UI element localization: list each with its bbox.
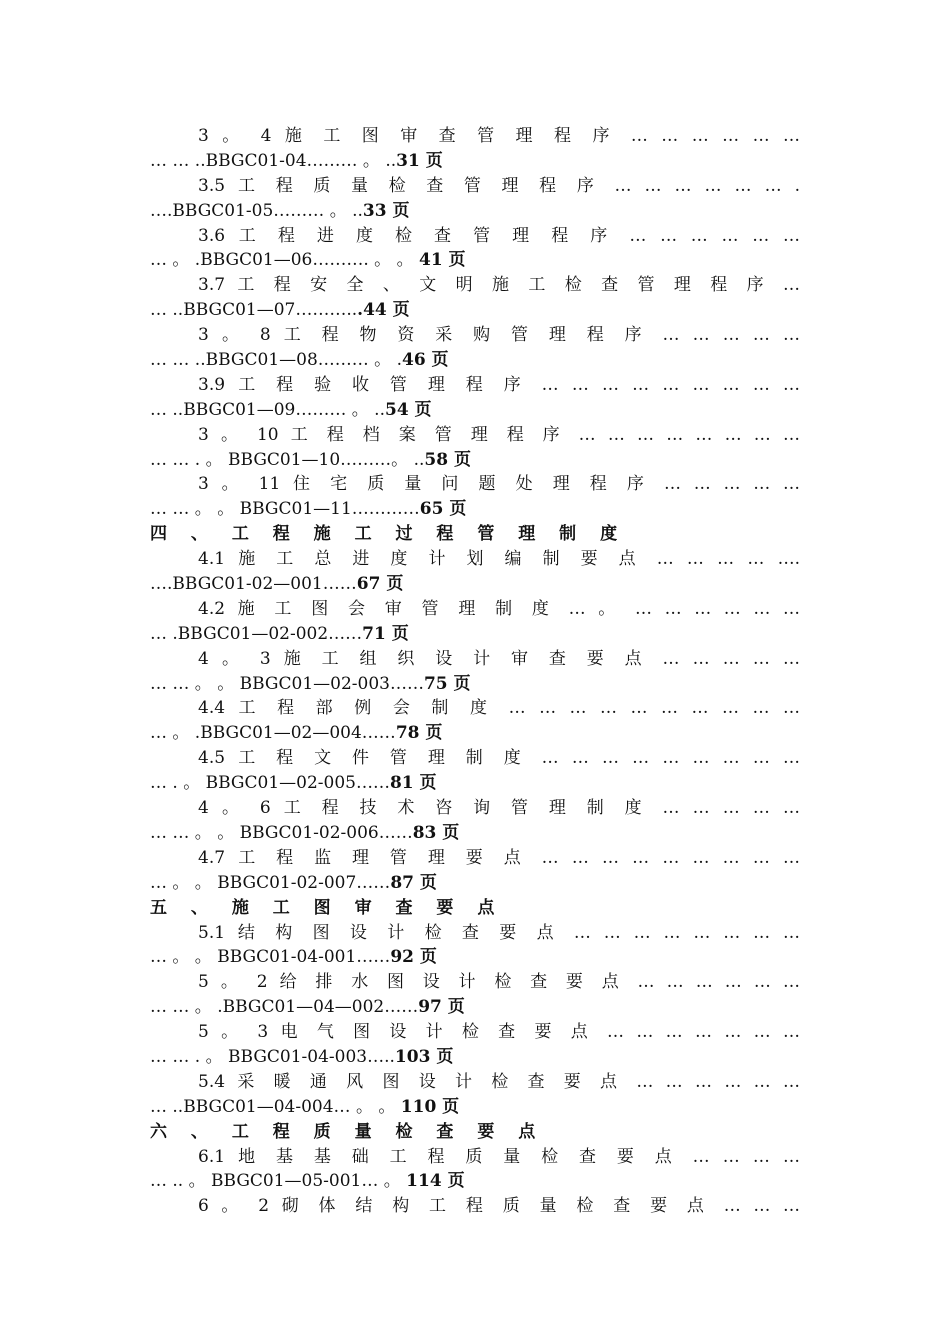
toc-entry-line <box>150 1045 800 1070</box>
toc-entry-line <box>150 672 800 697</box>
toc-entry-code: … … . 。 BBGC01-04-003….. <box>150 1046 395 1067</box>
toc-entry-line: 3 。 11 住 宅 质 量 问 题 处 理 程 序 … … … … … <box>198 474 800 495</box>
toc-page-number: 103 页 <box>394 1046 454 1067</box>
toc-page-number: 92 页 <box>390 947 437 968</box>
toc-entry-line <box>150 248 800 273</box>
toc-page-number: 67 页 <box>356 574 404 595</box>
toc-page-number: 87 页 <box>390 872 437 893</box>
toc-entry-code: … . 。 BBGC01—02-005…… <box>150 773 390 794</box>
toc-page-number: 31 页 <box>396 150 443 171</box>
toc-entry-line: 3 。 10 工 程 档 案 管 理 程 序 … … … … … … … … <box>198 424 800 445</box>
toc-entry-line: 5 。 3 电 气 图 设 计 检 查 要 点 … … … … … … … <box>198 1022 800 1043</box>
toc-entry-code: … 。 。 BBGC01-04-001…… <box>150 947 391 968</box>
toc-page-number: 114 页 <box>406 1171 465 1192</box>
toc-entry-line: 5.1 结 构 图 设 计 检 查 要 点 … … … … … … … … <box>198 922 800 943</box>
toc-page-number: 65 页 <box>419 499 467 520</box>
toc-entry-code: … … . 。 BBGC01—10………。 .. <box>150 449 425 470</box>
toc-entry-line <box>150 348 800 373</box>
toc-page-number: 58 页 <box>424 449 471 470</box>
toc-entry-line: 4.1 施 工 总 进 度 计 划 编 制 要 点 … … … … …. <box>198 549 800 570</box>
toc-entry-line: 4.4 工 程 部 例 会 制 度 … … … … … … … … … … <box>198 698 800 719</box>
toc-page-number: 41 页 <box>418 250 466 271</box>
toc-entry-code: … .BBGC01—02-002…… <box>150 623 363 644</box>
toc-entry-line <box>150 622 800 647</box>
toc-entry-line <box>150 995 800 1020</box>
toc-entry-code: … … ..BBGC01—08……… 。 . <box>150 350 402 371</box>
toc-entry-code: … … 。 .BBGC01—04—002…… <box>150 997 419 1018</box>
toc-entry-code: … … 。 。 BBGC01—11………… <box>150 499 420 520</box>
toc-entry-code: … 。 。 BBGC01-02-007…… <box>150 872 391 893</box>
toc-entry-line: 3.7 工 程 安 全 、 文 明 施 工 检 查 管 理 程 序 … <box>198 275 800 296</box>
toc-page-number: 81 页 <box>389 773 437 794</box>
toc-entry-line <box>150 572 800 597</box>
toc-page-number: 46 页 <box>401 350 449 371</box>
toc-entry-line <box>150 871 800 896</box>
toc-entry-line: 4.2 施 工 图 会 审 管 理 制 度 … 。 … … … … … … <box>198 598 800 619</box>
toc-entry-line <box>150 1095 800 1120</box>
toc-entry-line: 4 。 6 工 程 技 术 咨 询 管 理 制 度 … … … … … <box>198 798 800 819</box>
toc-page-number: 97 页 <box>418 997 465 1018</box>
toc-entry-code: … … 。 。 BBGC01—02-003…… <box>150 673 424 694</box>
toc-entry-line <box>150 771 800 796</box>
toc-entry-line: 4.7 工 程 监 理 管 理 要 点 … … … … … … … … … <box>198 847 800 868</box>
toc-page-number: .44 页 <box>357 300 410 321</box>
toc-entry-line: 6 。 2 砌 体 结 构 工 程 质 量 检 查 要 点 … … … <box>198 1196 800 1217</box>
toc-entry-line <box>150 448 800 473</box>
section-heading: 四 、 工 程 施 工 过 程 管 理 制 度 <box>150 524 627 545</box>
toc-entry-line: 4 。 3 施 工 组 织 设 计 审 查 要 点 … … … … … <box>198 648 800 669</box>
toc-entry-line: 3 。 4 施 工 图 审 查 管 理 程 序 … … … … … … <box>198 126 800 146</box>
toc-entry-code: … … ..BBGC01-04……… 。 .. <box>150 150 397 171</box>
toc-entry-code: … ..BBGC01—07……….. <box>150 300 358 321</box>
toc-entry-code: … ..BBGC01—09……… 。 .. <box>150 399 385 420</box>
toc-entry-line <box>150 298 800 323</box>
toc-entry-line: 3.9 工 程 验 收 管 理 程 序 … … … … … … … … … <box>198 374 800 395</box>
toc-entry-line <box>150 1169 800 1194</box>
toc-page-number: 54 页 <box>384 399 432 420</box>
toc-entry-line <box>150 721 800 746</box>
toc-entry-line: 5 。 2 给 排 水 图 设 计 检 查 要 点 … … … … … … <box>198 972 800 993</box>
toc-entry-code: ….BBGC01-05……… 。 .. <box>150 200 363 221</box>
toc-page-number: 75 页 <box>423 673 471 694</box>
toc-page-number: 78 页 <box>395 723 443 744</box>
toc-entry-line <box>150 821 800 846</box>
toc-page-number: 71 页 <box>362 623 409 644</box>
toc-page-number: 83 页 <box>412 822 460 843</box>
toc-entry-line: 5.4 采 暖 通 风 图 设 计 检 查 要 点 … … … … … … <box>198 1071 800 1092</box>
toc-entry-line <box>150 945 800 970</box>
section-heading: 六 、 工 程 质 量 检 查 要 点 <box>150 1121 545 1142</box>
toc-entry-line: 3.5 工 程 质 量 检 查 管 理 程 序 … … … … … … . <box>198 175 800 196</box>
toc-entry-code: … … 。 。 BBGC01-02-006…… <box>150 822 413 843</box>
toc-entry-line <box>150 398 800 423</box>
toc-page-number: 110 页 <box>400 1096 460 1117</box>
toc-entry-line: 3 。 8 工 程 物 资 采 购 管 理 程 序 … … … … … <box>198 325 800 346</box>
toc-entry-code: … 。 .BBGC01—06………. 。 。 <box>150 250 419 271</box>
section-heading: 五 、 施 工 图 审 查 要 点 <box>150 897 504 918</box>
toc-entry-line <box>150 199 800 224</box>
toc-entry-code: … ..BBGC01—04-004… 。 。 <box>150 1096 401 1117</box>
toc-entry-line: 3.6 工 程 进 度 检 查 管 理 程 序 … … … … … … <box>198 225 800 246</box>
table-of-contents <box>150 124 800 1219</box>
toc-entry-code: … .. 。 BBGC01—05-001… 。 <box>150 1171 407 1192</box>
toc-entry-code: … 。 .BBGC01—02—004…… <box>150 723 396 744</box>
toc-entry-line: 6.1 地 基 基 础 工 程 质 量 检 查 要 点 … … … … <box>198 1146 800 1167</box>
toc-entry-line: 4.5 工 程 文 件 管 理 制 度 … … … … … … … … … <box>198 748 800 769</box>
toc-entry-line <box>150 497 800 522</box>
toc-entry-code: ….BBGC01-02—001…… <box>150 574 357 595</box>
toc-page-number: 33 页 <box>362 200 410 221</box>
toc-entry-line <box>150 149 800 174</box>
